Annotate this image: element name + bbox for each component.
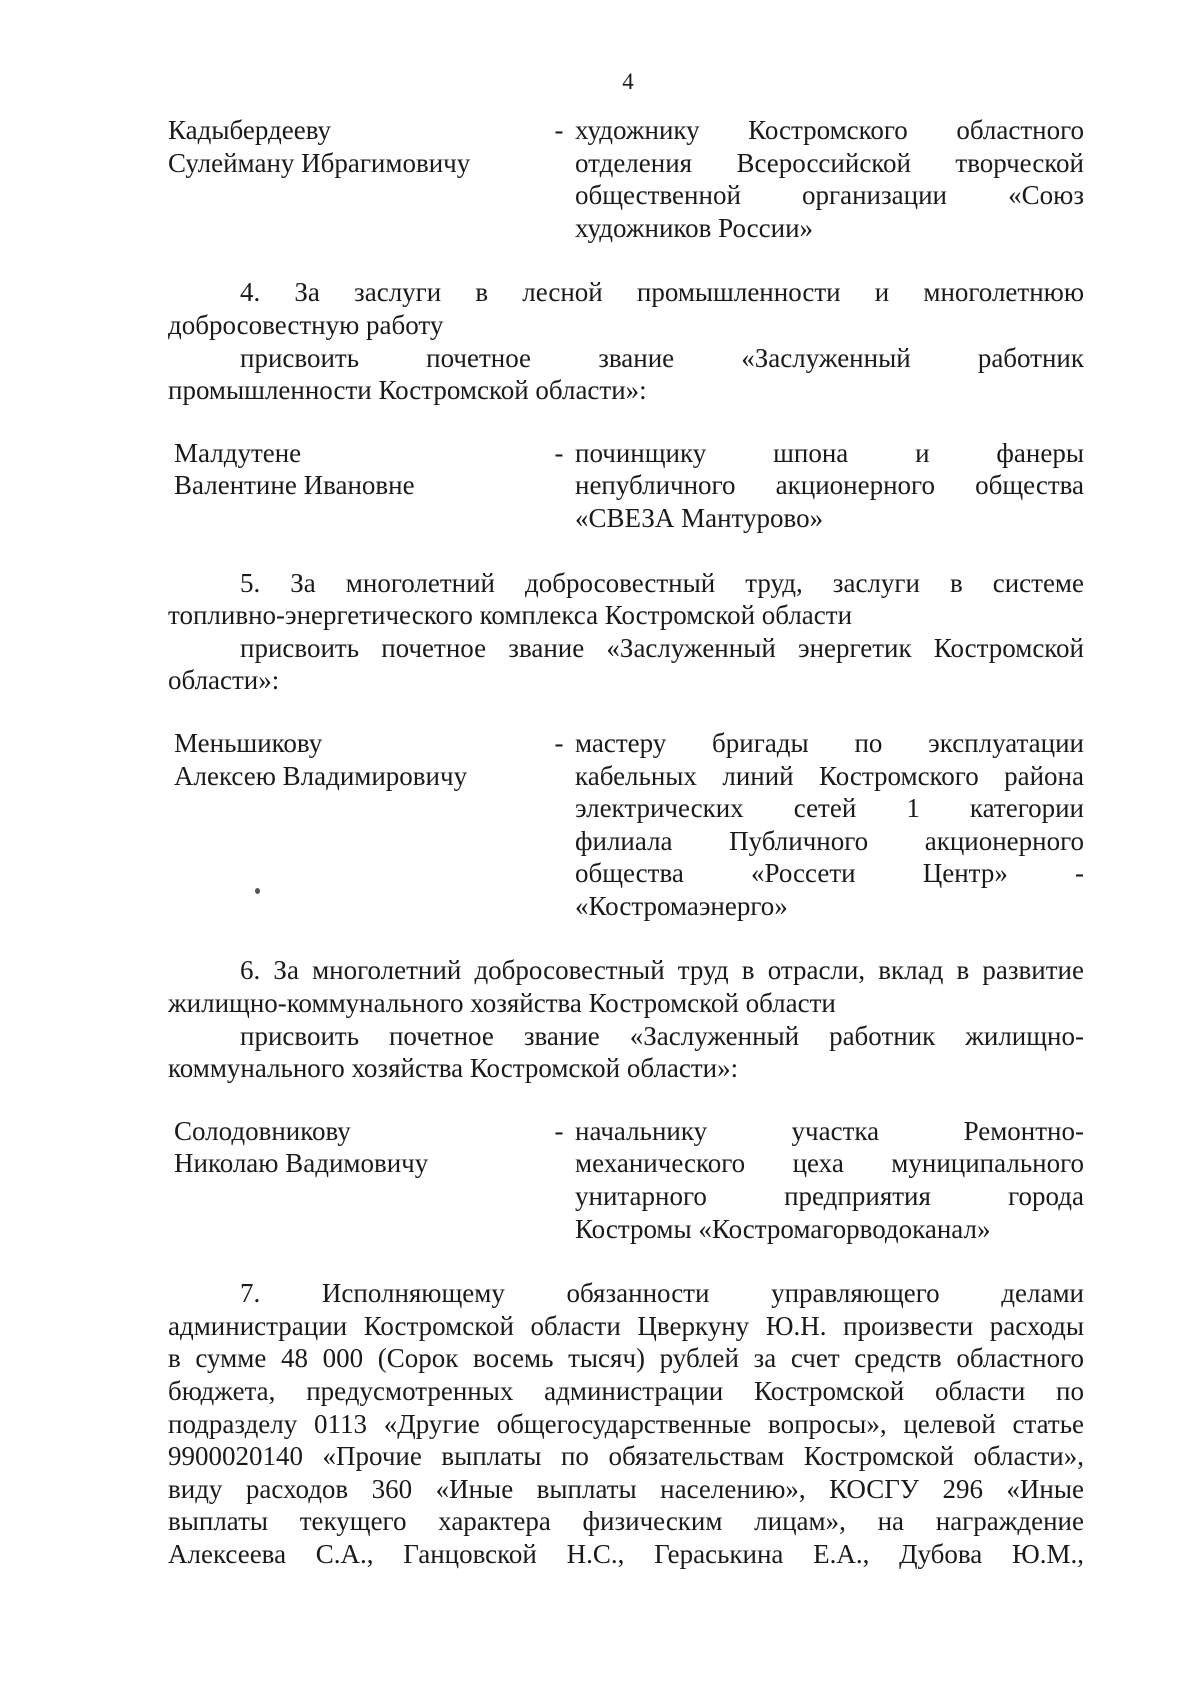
awardee-surname: Меньшикову xyxy=(174,727,323,758)
section-7-line: администрации Костромской области Цверкуну Ю.Н. произвести расходы xyxy=(168,1310,1084,1341)
awardee-name xyxy=(168,114,543,179)
awardee-position-line: начальнику участка Ремонтно- xyxy=(575,1115,1084,1146)
scan-speck xyxy=(255,888,260,894)
awardee-surname: Кадыбердееву xyxy=(168,115,332,145)
awardee-surname: Солодовникову xyxy=(174,1115,351,1146)
section-5-line: области»: xyxy=(168,665,280,696)
awardee-given-name: Николаю Вадимовичу xyxy=(174,1148,429,1179)
section-5 xyxy=(168,567,1084,697)
awardee-surname: Малдутене xyxy=(174,437,302,468)
section-6-line: коммунального хозяйства Костромской области»: xyxy=(168,1053,739,1084)
awardee-position-line: починщику шпона и фанеры xyxy=(575,437,1084,468)
section-6 xyxy=(168,954,1084,1084)
section-7-line: Алексеева С.А., Ганцовской Н.С., Гераськина Е.А., Дубова Ю.М., xyxy=(168,1538,1084,1569)
awardee-given-name: Алексею Владимировичу xyxy=(174,760,468,791)
awardee-dash: - xyxy=(554,437,564,468)
awardee-position xyxy=(575,1115,1084,1245)
awardee-position-line: «СВЕЗА Мантурово» xyxy=(575,502,824,533)
section-5-line: присвоить почетное звание «Заслуженный энергетик Костромской xyxy=(240,632,1084,663)
awardee-entry xyxy=(168,437,1084,535)
awardee-position xyxy=(575,727,1084,923)
awardee-position xyxy=(575,114,1084,244)
section-7-line: выплаты текущего характера физическим лицам», на награждение xyxy=(168,1506,1084,1537)
section-4 xyxy=(168,276,1084,406)
awardee-position-line: «Костромаэнерго» xyxy=(575,890,788,921)
awardee-position-line: механического цеха муниципального xyxy=(575,1148,1084,1179)
awardee-name xyxy=(168,437,543,502)
section-4-line: промышленности Костромской области»: xyxy=(168,375,647,406)
awardee-position-line: унитарного предприятия города xyxy=(575,1181,1084,1212)
awardee-name xyxy=(168,1115,543,1180)
awardee-name xyxy=(168,727,543,792)
awardee-given-name: Сулейману Ибрагимовичу xyxy=(168,147,471,178)
awardee-dash: - xyxy=(554,115,564,145)
awardee-entry xyxy=(168,114,1084,244)
section-6-line: 6. За многолетний добросовестный труд в отрасли, вклад в развитие xyxy=(240,955,1084,986)
section-4-line: 4. За заслуги в лесной промышленности и многолетнюю xyxy=(240,277,1084,308)
awardee-entry xyxy=(168,727,1084,923)
awardee-position-line: отделения Всероссийской творческой xyxy=(575,147,1084,178)
awardee-position-line: художнику Костромского областного xyxy=(575,115,1084,145)
section-7-line: подразделу 0113 «Другие общегосударственные вопросы», целевой статье xyxy=(168,1408,1084,1439)
awardee-position-line: филиала Публичного акционерного xyxy=(575,825,1084,856)
awardee-position-line: электрических сетей 1 категории xyxy=(575,793,1084,824)
section-7 xyxy=(168,1277,1084,1570)
section-7-line: 7. Исполняющему обязанности управляющего делами xyxy=(240,1278,1084,1309)
awardee-position-line: художников России» xyxy=(575,212,814,243)
section-4-line: добросовестную работу xyxy=(168,309,444,340)
section-6-line: присвоить почетное звание «Заслуженный работник жилищно- xyxy=(240,1020,1084,1051)
awardee-position-line: общественной организации «Союз xyxy=(575,180,1084,211)
awardee-position-line: мастеру бригады по эксплуатации xyxy=(575,727,1084,758)
awardee-entry xyxy=(168,1115,1084,1245)
awardee-position xyxy=(575,437,1084,535)
page-number: 4 xyxy=(622,69,634,94)
awardee-given-name: Валентине Ивановне xyxy=(174,470,415,501)
awardee-dash: - xyxy=(554,727,564,758)
section-7-line: в сумме 48 000 (Сорок восемь тысяч) рублей за счет средств областного xyxy=(168,1343,1084,1374)
section-7-line: 9900020140 «Прочие выплаты по обязательствам Костромской области», xyxy=(168,1441,1084,1472)
section-5-line: 5. За многолетний добросовестный труд, заслуги в системе xyxy=(240,567,1084,598)
section-6-line: жилищно-коммунального хозяйства Костромской области xyxy=(168,988,836,1019)
section-4-line: присвоить почетное звание «Заслуженный работник xyxy=(240,342,1084,373)
awardee-position-line: кабельных линий Костромского района xyxy=(575,760,1084,791)
section-7-line: виду расходов 360 «Иные выплаты населению», КОСГУ 296 «Иные xyxy=(168,1473,1084,1504)
section-7-line: бюджета, предусмотренных администрации Костромской области по xyxy=(168,1376,1084,1406)
awardee-position-line: Костромы «Костромагорводоканал» xyxy=(575,1213,991,1244)
section-5-line: топливно-энергетического комплекса Костромской области xyxy=(168,600,853,631)
document-body xyxy=(168,114,1084,1571)
awardee-position-line: общества «Россети Центр» - xyxy=(575,858,1084,889)
awardee-position-line: непубличного акционерного общества xyxy=(575,470,1084,501)
awardee-dash: - xyxy=(554,1115,564,1146)
